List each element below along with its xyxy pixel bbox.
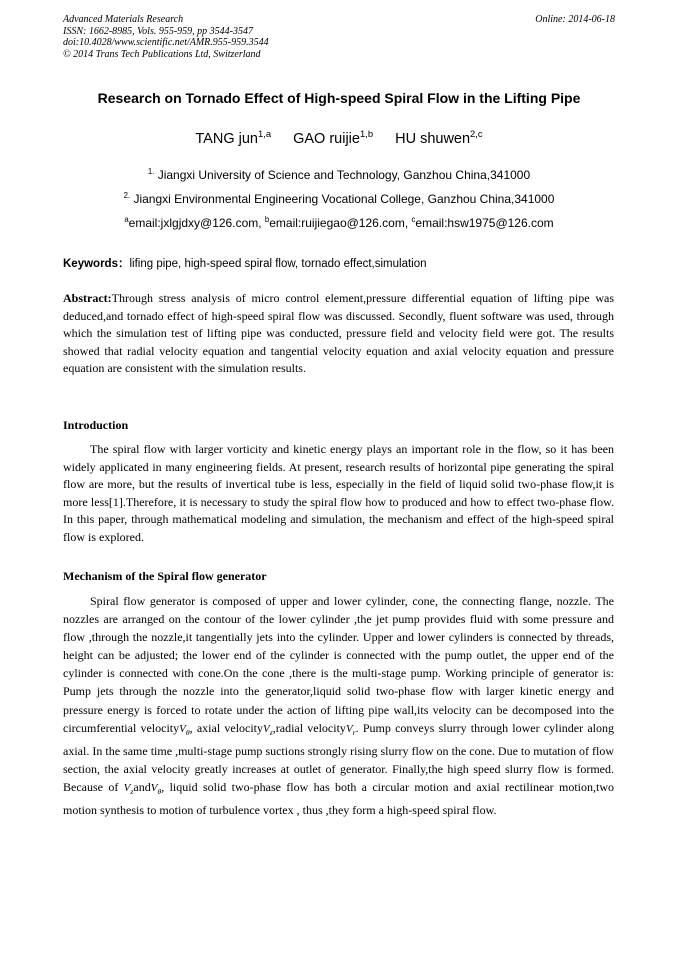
issn-line: ISSN: 1662-8985, Vols. 955-959, pp 3544-3547	[63, 25, 253, 37]
paper-title: Research on Tornado Effect of High-speed Spiral Flow in the Lifting Pipe	[97, 90, 581, 106]
abstract	[63, 290, 614, 378]
abstract-label: Abstract:	[63, 291, 112, 305]
mechanism-text: , axial velocity	[189, 720, 264, 735]
author-mark: 1,a	[257, 128, 272, 140]
affiliation-mark: 1.	[147, 167, 155, 176]
section-heading-introduction: Introduction	[63, 418, 129, 432]
email-mark: c	[411, 215, 416, 224]
mechanism-paragraph	[63, 592, 614, 820]
author-mark: 2,c	[470, 128, 483, 140]
keywords	[63, 255, 427, 271]
author-name: TANG jun	[195, 131, 258, 147]
mechanism-text: , liquid solid two-phase flow has both a circular motion and axial rectilinear motion,two motion synthesis to motion of turbulence vortex , thus ,they form a high-speed spiral flow.	[63, 780, 614, 818]
author	[293, 128, 374, 147]
email-line	[40, 216, 638, 230]
abstract-text: Through stress analysis of micro control element,pressure differential equation of lifting pipe was deduced,and tornado effect of high-speed spiral flow was discussed. Secondly, fluent software was used, through which the simulation test of lifting pipe was conducted, pressure field and velocity field were got. The results showed that radial velocity equation and tangential velocity equation and axial velocity equation and pressure equation are consistent with the simulation results.	[63, 291, 614, 376]
journal-header	[63, 14, 615, 60]
author	[395, 128, 483, 147]
author	[195, 128, 272, 147]
author-list	[40, 128, 638, 147]
email-link[interactable]: email:hsw1975@126.com	[415, 216, 554, 230]
email-link[interactable]: email:ruijiegao@126.com,	[269, 216, 412, 230]
v-theta-symbol: $V_\theta$	[179, 722, 190, 737]
online-date: Online: 2014-06-18	[535, 14, 615, 25]
journal-name: Advanced Materials Research	[63, 14, 184, 25]
section-heading-mechanism: Mechanism of the Spiral flow generator	[63, 569, 267, 583]
mechanism-text: Spiral flow generator is composed of upper and lower cylinder, cone, the connecting flange, nozzle. The nozzles are arranged on the contour of the lower cylinder ,the jet pump provides fluid with some pressure and flow ,through the nozzle,it tangentially jets into the cylinder. Upper and lower cylinders is connected by threads, height can be adjusted; the lower end of the cylinder is connected with the pump outlet, the upper end of the cylinder is connected with cone.On the cone ,there is the multi-stage pump. Working principle of generator is: Pump jets through the nozzle into the generator,liquid solid two-phase flow with larger kinetic energy and pressure energy is forced to rotate under the action of lifting pipe wall,its velocity can be decomposed into the circumferential velocity	[63, 594, 614, 735]
affiliation-2	[40, 192, 638, 206]
v-theta-symbol: $V_\theta$	[150, 782, 162, 797]
affiliation-mark: 2.	[123, 191, 131, 200]
affiliation-text: Jiangxi University of Science and Technology, Ganzhou China,341000	[157, 168, 531, 182]
author-name: HU shuwen	[395, 131, 471, 147]
mechanism-text: ,radial velocity	[272, 720, 346, 735]
email-mark: a	[124, 215, 129, 224]
keywords-text: lifing pipe, high-speed spiral flow, tornado effect,simulation	[129, 258, 427, 270]
email-link[interactable]: email:jxlgjdxy@126.com,	[128, 216, 265, 230]
v-z-symbol: $V_z$	[123, 782, 134, 797]
author-name: GAO ruijie	[293, 131, 360, 147]
affiliation-1	[40, 168, 638, 182]
introduction-paragraph: The spiral flow with larger vorticity and kinetic energy plays an important role in the flow, so it has been widely applicated in many engineering fields. At present, research results of horizontal pipe generating the spiral flow are more, but the results of invertical tube is less, especially in the field of liquid solid two-phase flow,it is more less[1].Therefore, it is necessary to study the spiral flow how to produced and how to effect two-phase flow. In this paper, through mathematical modeling and simulation, the mechanism and effect of the high-speed spiral flow is explored.	[63, 442, 614, 544]
mechanism-text: and	[133, 780, 151, 795]
copyright-line: © 2014 Trans Tech Publications Ltd, Switzerland	[63, 48, 261, 60]
v-z-symbol: $V_z$	[263, 722, 273, 737]
affiliation-text: Jiangxi Environmental Engineering Vocational College, Ganzhou China,341000	[133, 192, 555, 206]
author-mark: 1,b	[359, 128, 374, 140]
doi-line: doi:10.4028/www.scientific.net/AMR.955-959.3544	[63, 37, 269, 48]
email-mark: b	[264, 215, 270, 224]
v-r-symbol: $V_r$	[345, 722, 356, 737]
keywords-label: Keywords：	[63, 258, 130, 270]
mechanism-text: . Pump conveys slurry through lower cylinder along axial. In the same time ,multi-stage pump suctions strongly rising slurry flow on the cone. Due to mutation of flow section, the axial velocity greatly increases at outlet of generator. Finally,the high speed slurry flow is formed. Because of	[63, 720, 614, 795]
